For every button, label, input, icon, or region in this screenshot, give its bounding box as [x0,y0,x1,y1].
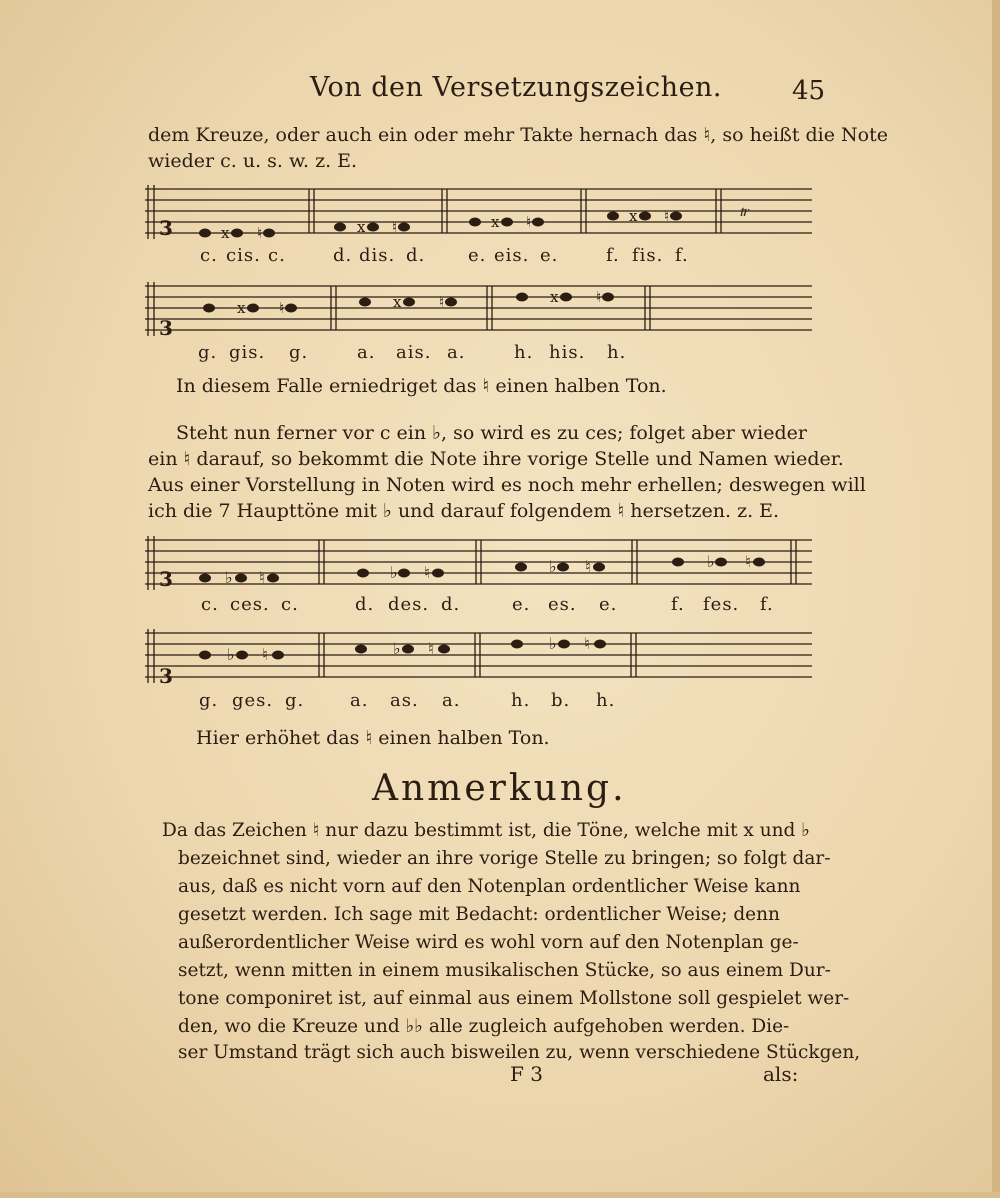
svg-text:♮: ♮ [664,207,670,225]
svg-text:x: x [237,299,246,317]
note-line-8: den, wo die Kreuze und ♭♭ alle zugleich aufgehoben werden. Die- [178,1016,790,1037]
note-line-6: setzt, wenn mitten in einem musikalischen Stücke, so aus einem Dur- [178,960,831,981]
syl-h: h. [511,690,531,711]
staff-flat-2 [145,627,815,689]
syl-e: e. [599,594,618,615]
syl-c: c. [268,245,286,266]
svg-text:♮: ♮ [392,218,398,236]
catchword: als: [763,1062,799,1086]
syl-h: h. [596,690,616,711]
svg-text:3: 3 [159,316,173,340]
syl-c: c. [200,245,218,266]
svg-text:♭: ♭ [549,557,557,576]
syl-h: h. [607,342,627,363]
running-head: Von den Versetzungszeichen. [310,72,723,103]
svg-text:♮: ♮ [585,557,591,576]
syl-a: a. [350,690,369,711]
page-edge [992,0,1000,1198]
svg-text:♮: ♮ [745,552,751,571]
svg-text:♮: ♮ [257,224,263,242]
svg-text:♭: ♭ [390,563,398,582]
section-heading: Anmerkung. [372,768,627,809]
svg-text:3: 3 [159,567,173,591]
syl-d: d. [333,245,353,266]
syl-f: f. [671,594,685,615]
after-flat-text: Hier erhöhet das ♮ einen halben Ton. [196,727,550,749]
syl-c: c. [201,594,219,615]
svg-text:x: x [629,207,638,225]
after-sharp-text: In diesem Falle erniedriget das ♮ einen halben Ton. [176,375,667,397]
svg-text:x: x [491,213,500,231]
syl-d: d. [406,245,426,266]
syl-es: es. [548,594,577,615]
staff-flat-1 [145,534,815,596]
syl-e: e. [540,245,559,266]
syl-g: g. [199,690,219,711]
svg-text:x: x [221,224,230,242]
syl-ges: ges. [232,690,274,711]
syl-f: f. [760,594,774,615]
syl-d: d. [441,594,461,615]
syl-dis: dis. [359,245,396,266]
syl-a: a. [442,690,461,711]
svg-text:♮: ♮ [428,639,434,658]
syl-gis: gis. [229,342,266,363]
syl-as: as. [390,690,419,711]
syl-g: g. [285,690,305,711]
intro-line-1: dem Kreuze, oder auch ein oder mehr Takte hernach das ♮, so heißt die Note [148,124,888,146]
syl-ais: ais. [396,342,432,363]
svg-text:♭: ♭ [225,568,233,587]
intro-line-2: wieder c. u. s. w. z. E. [148,150,358,172]
staff-sharp-1 [145,183,815,245]
syl-f: f. [675,245,689,266]
staff-sharp-2 [145,280,815,342]
syl-fis: fis. [632,245,664,266]
svg-text:♮: ♮ [259,568,265,587]
svg-text:x: x [357,218,366,236]
flat-paragraph-line-3: Aus einer Vorstellung in Noten wird es noch mehr erhellen; deswegen will [148,474,866,496]
syl-cis: cis. [226,245,261,266]
svg-text:♮: ♮ [424,563,430,582]
flat-paragraph-line-4: ich die 7 Haupttöne mit ♭ und darauf folgendem ♮ hersetzen. z. E. [148,500,780,522]
svg-text:𝆖: 𝆖 [740,201,750,220]
syl-fes: fes. [703,594,740,615]
svg-text:3: 3 [159,216,173,240]
svg-text:♭: ♭ [227,645,235,664]
svg-text:♮: ♮ [262,645,268,664]
svg-text:♮: ♮ [596,288,602,306]
svg-text:♮: ♮ [526,213,532,231]
syl-f: f. [606,245,620,266]
svg-text:x: x [393,293,402,311]
svg-text:♭: ♭ [707,552,715,571]
svg-text:3: 3 [159,664,173,688]
flat-paragraph-line-2: ein ♮ darauf, so bekommt die Note ihre vorige Stelle und Namen wieder. [148,448,844,470]
syl-d: d. [355,594,375,615]
syl-his: his. [549,342,586,363]
note-line-7: tone componiret ist, auf einmal aus einem Mollstone soll gespielet wer- [178,988,850,1009]
syl-des: des. [388,594,430,615]
syl-b: b. [551,690,571,711]
note-line-5: außerordentlicher Weise wird es wohl vorn auf den Notenplan ge- [178,932,799,953]
syl-h: h. [514,342,534,363]
note-line-9: ser Umstand trägt sich auch bisweilen zu, wenn verschiedene Stückgen, [178,1042,861,1063]
syl-a: a. [447,342,466,363]
syl-ces: ces. [230,594,270,615]
svg-text:x: x [550,288,559,306]
syl-e: e. [512,594,531,615]
svg-text:♮: ♮ [439,293,445,311]
syl-e: e. [468,245,487,266]
syl-c: c. [281,594,299,615]
note-line-3: aus, daß es nicht vorn auf den Notenplan ordentlicher Weise kann [178,876,801,897]
svg-text:♮: ♮ [279,299,285,317]
page-number: 45 [792,76,826,106]
svg-text:♭: ♭ [549,634,557,653]
note-line-4: gesetzt werden. Ich sage mit Bedacht: ordentlicher Weise; denn [178,904,780,925]
syl-g: g. [198,342,218,363]
note-line-1: Da das Zeichen ♮ nur dazu bestimmt ist, die Töne, welche mit x und ♭ [162,820,810,841]
flat-paragraph-line-1: Steht nun ferner vor c ein ♭, so wird es zu ces; folget aber wieder [176,422,807,444]
page-edge-bottom [0,1192,1000,1198]
syl-g: g. [289,342,309,363]
svg-text:♭: ♭ [393,639,401,658]
svg-text:♮: ♮ [584,634,590,653]
note-line-2: bezeichnet sind, wieder an ihre vorige Stelle zu bringen; so folgt dar- [178,848,831,869]
syl-a: a. [357,342,376,363]
signature-mark: F 3 [510,1062,543,1086]
syl-eis: eis. [494,245,530,266]
